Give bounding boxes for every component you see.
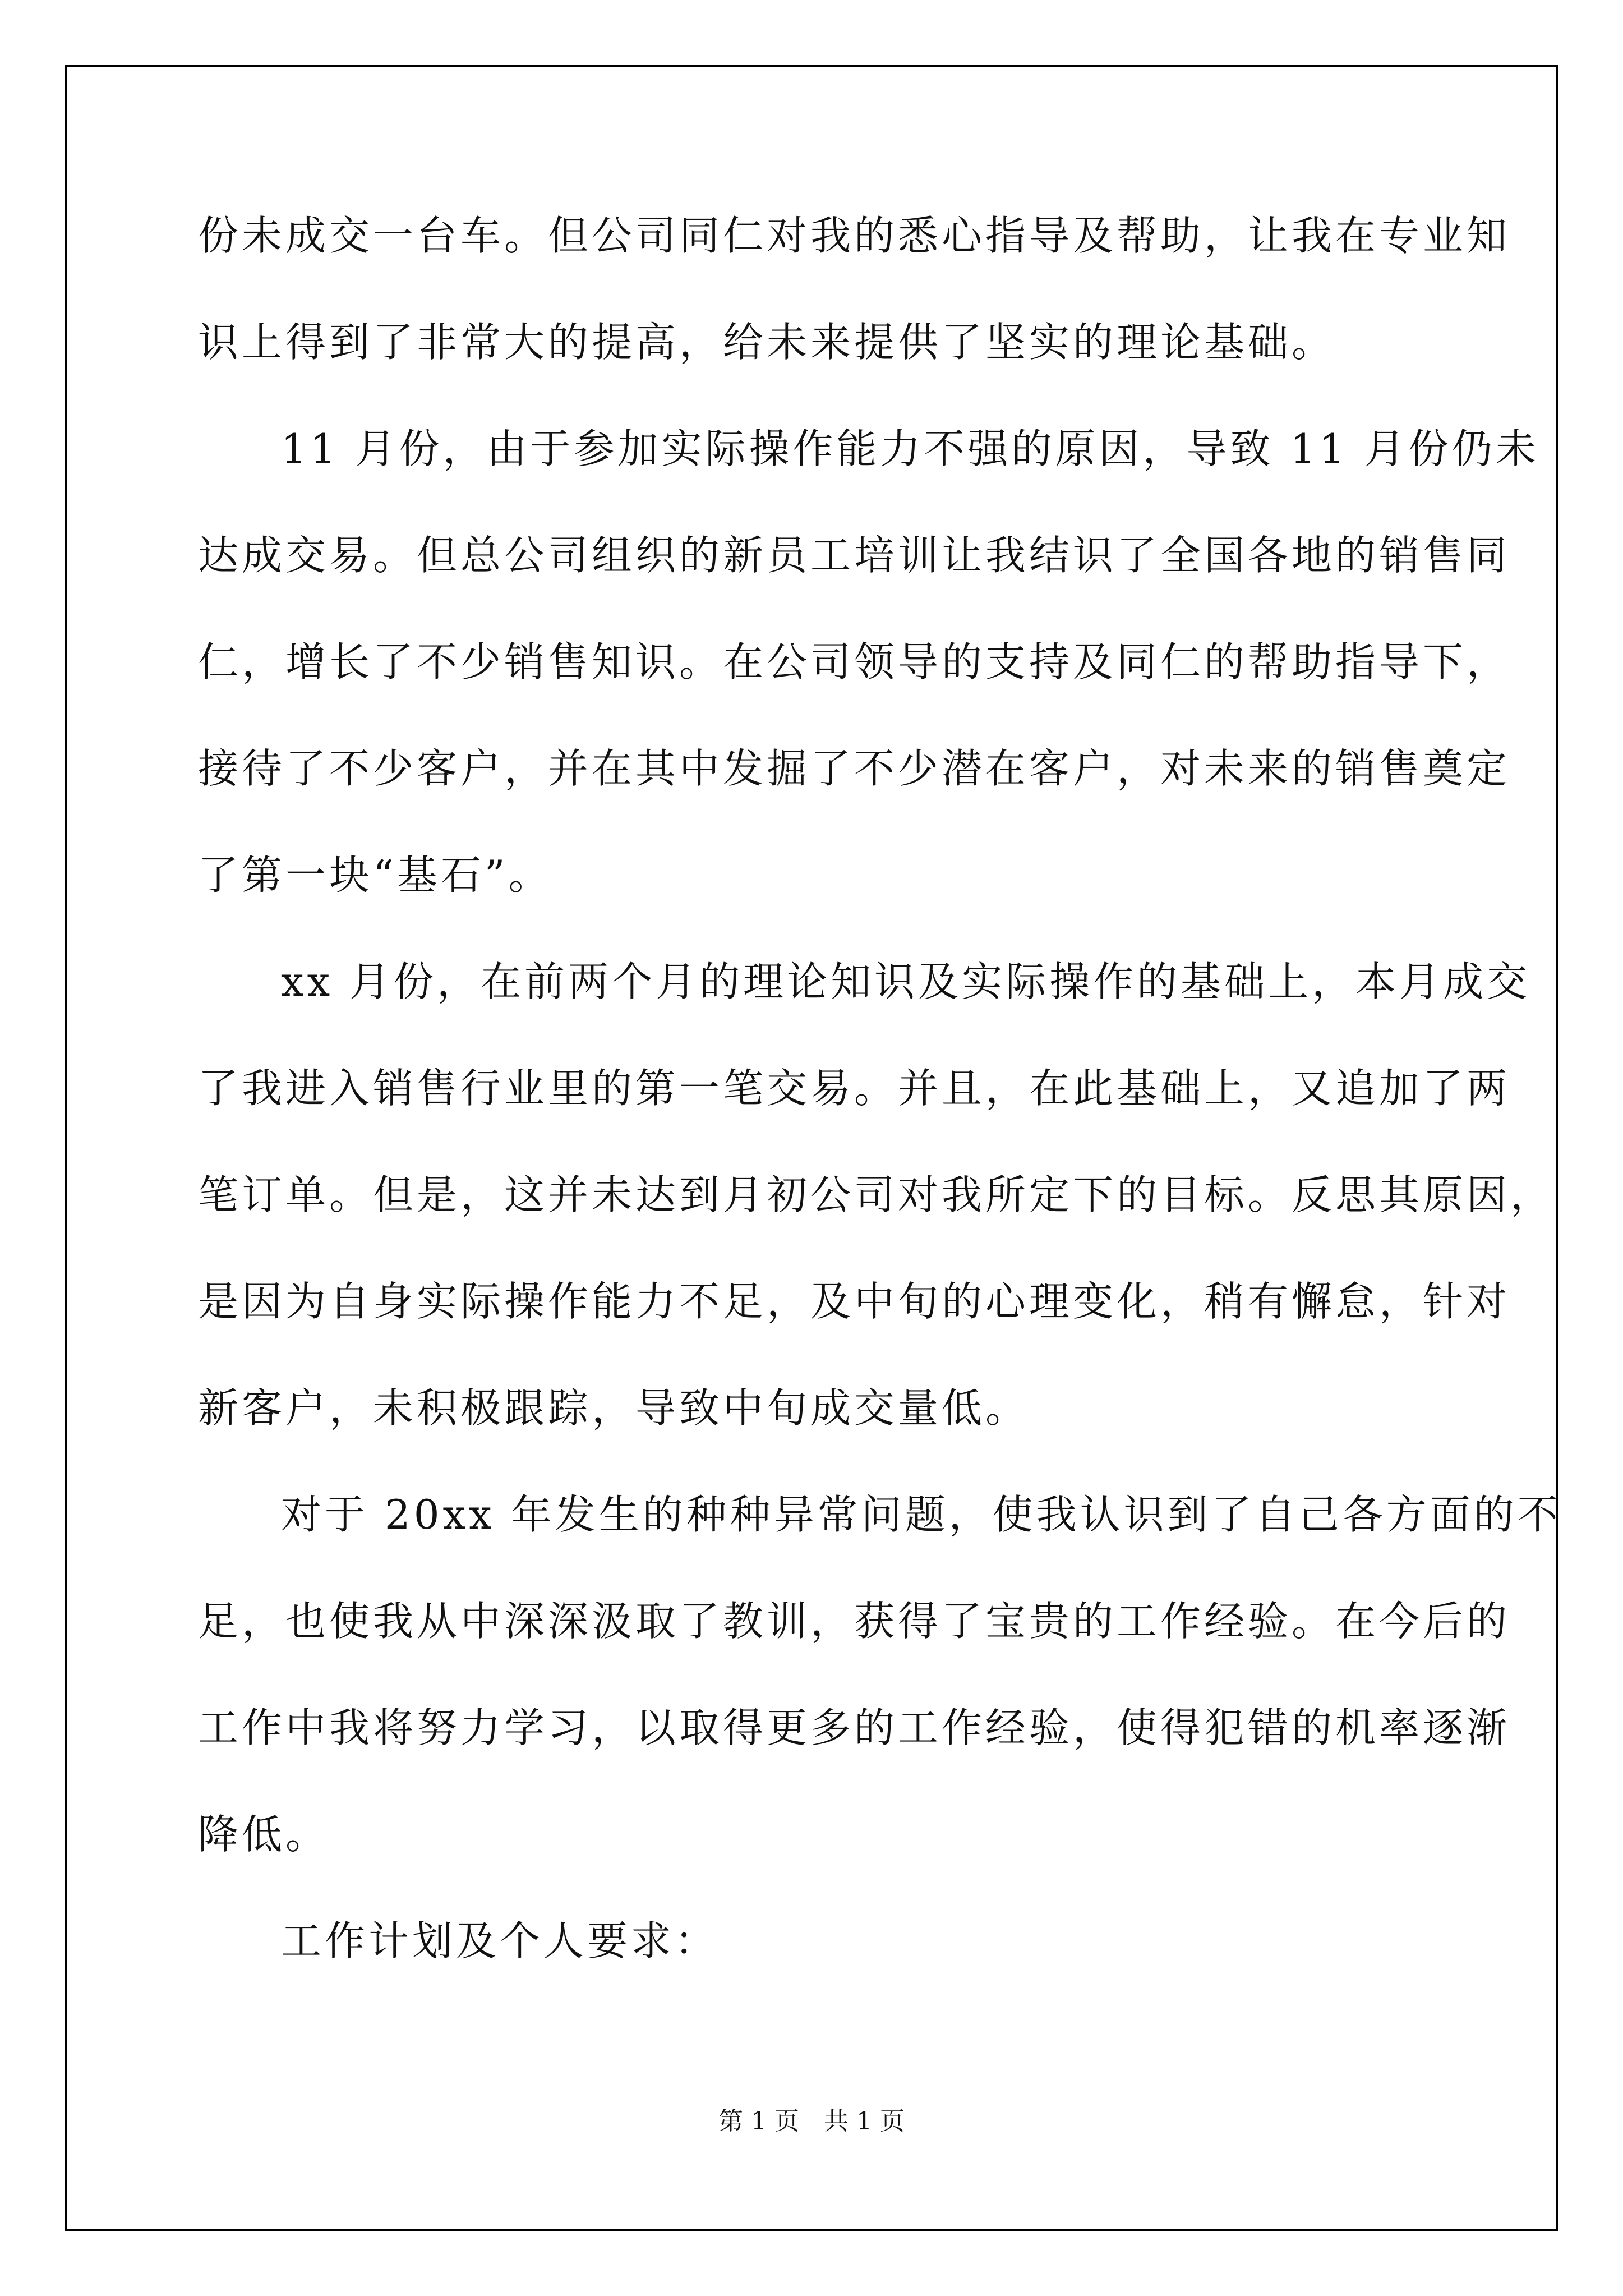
paragraph-3-line-1: xx 月份，在前两个月的理论知识及实际操作的基础上，本月成交: [281, 958, 1531, 1005]
paragraph-1-line-1: 份未成交一台车。但公司同仁对我的悉心指导及帮助，让我在专业知: [198, 212, 1511, 259]
paragraph-4-line-4: 降低。: [198, 1811, 330, 1858]
paragraph-2-line-4: 接待了不少客户，并在其中发掘了不少潜在客户，对未来的销售奠定: [198, 745, 1511, 792]
paragraph-3-line-3: 笔订单。但是，这并未达到月初公司对我所定下的目标。反思其原因，: [198, 1171, 1555, 1218]
paragraph-4-line-3: 工作中我将努力学习，以取得更多的工作经验，使得犯错的机率逐渐: [198, 1704, 1511, 1751]
paragraph-1-line-2: 识上得到了非常大的提高，给未来提供了坚实的理论基础。: [198, 319, 1336, 366]
paragraph-2-line-1: 11 月份，由于参加实际操作能力不强的原因，导致 11 月份仍未: [281, 425, 1539, 472]
paragraph-2-line-3: 仁，增长了不少销售知识。在公司领导的支持及同仁的帮助指导下，: [198, 638, 1511, 685]
paragraph-2-line-5: 了第一块“基石”。: [198, 852, 552, 899]
paragraph-3-line-2: 了我进入销售行业里的第一笔交易。并且，在此基础上，又追加了两: [198, 1065, 1511, 1112]
page-footer: 第 1 页 共 1 页: [718, 2107, 905, 2136]
page-frame: [65, 65, 1558, 2231]
paragraph-5-line-1: 工作计划及个人要求：: [281, 1917, 719, 1964]
paragraph-4-line-1: 对于 20xx 年发生的种种异常问题，使我认识到了自己各方面的不: [281, 1491, 1561, 1538]
paragraph-4-line-2: 足，也使我从中深深汲取了教训，获得了宝贵的工作经验。在今后的: [198, 1598, 1511, 1645]
paragraph-3-line-4: 是因为自身实际操作能力不足，及中旬的心理变化，稍有懈怠，针对: [198, 1278, 1511, 1325]
paragraph-2-line-2: 达成交易。但总公司组织的新员工培训让我结识了全国各地的销售同: [198, 532, 1511, 579]
paragraph-3-line-5: 新客户，未积极跟踪，导致中旬成交量低。: [198, 1384, 1030, 1432]
